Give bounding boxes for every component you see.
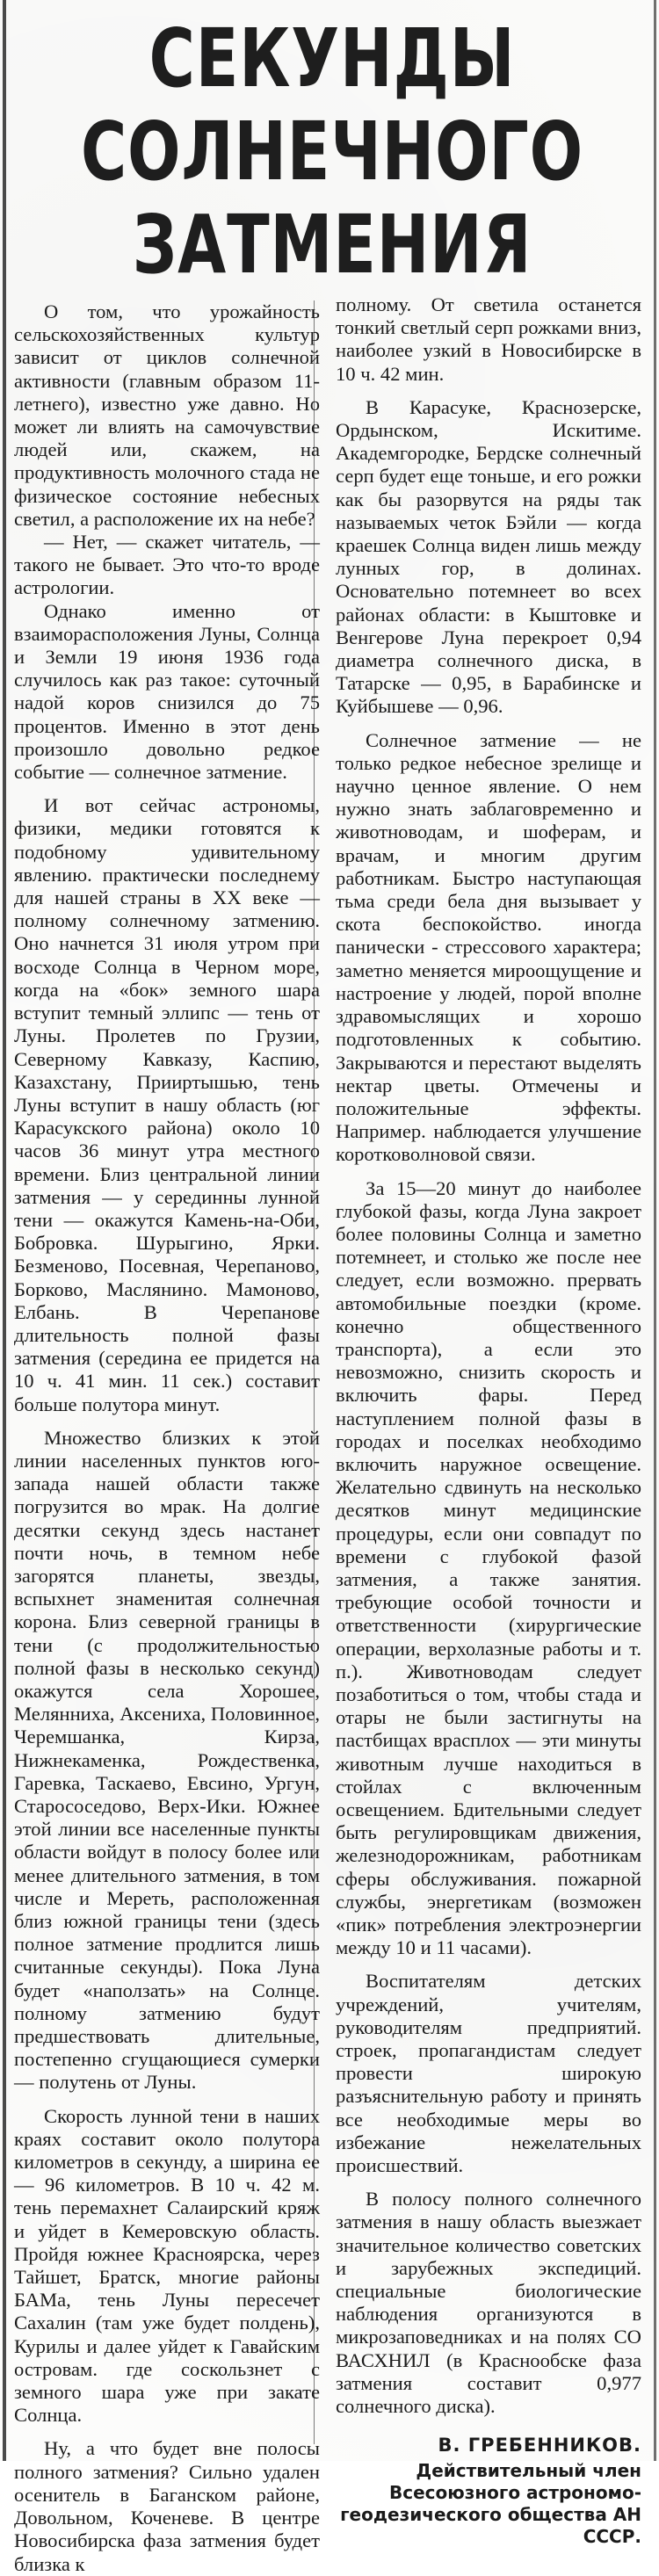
paragraph: — Нет, — скажет читатель, — такого не бывает. Это что-то вроде астрологии.: [14, 531, 320, 599]
paragraph: И вот сейчас астрономы, физики, медики готовятся к подобному удивительному явлению. практически последнему для нашей страны в XX веке — полному солнечному затмению. Оно начнется 31 июля утром при восходе Солнца в Черном море, когда на «бок» земного шара вступит темный эллипс — тень от Луны. Пролетев по Грузии, Северному Кавказу, Каспию, Казахстану, Прииртышью, тень Луны вступит в нашу область (юг Карасукского района) около 10 часов 36 минут утра местного времени. Близ центральной линии затмения — у серединны лунной тени — окажутся Камень-на-Оби, Бобровка. Шурыгино, Ярки. Безменово, Посевная, Черепаново, Борково, Маслянино. Мамоново, Елбань. В Черепанове длительность полной фазы затмения (середина ее придется на 10 ч. 41 мин. 11 сек.) составит больше полутора минут.: [14, 794, 320, 1415]
headline: [25, 12, 640, 292]
paragraph: Воспитателям детских учреждений, учителям, руководителям предприятий. строек, пропагандистам следует провести широкую разъяснительную работу и принять все необходимые меры во избежание нежелательных происшествий.: [336, 1970, 641, 2177]
byline: [336, 2434, 641, 2548]
paragraph: Однако именно от взаиморасположения Луны, Солнца и Земли 19 июня 1936 года случилось как раз такое: суточный надой коров снизился до 75 процентов. Именно в этот день произошло довольно редкое событие — солнечное затмение.: [14, 599, 320, 784]
right-edge-border: [654, 0, 656, 2461]
article-column-right: [336, 293, 641, 2548]
paragraph: За 15—20 минут до наиболее глубокой фазы, когда Луна закроет более половины Солнца и заметно потемнеет, и столько же после нее следует, если возможно. прервать автомобильные поездки (кроме. конечно общественного транспорта), а если это невозможно, снизить скорость и включить фары. Перед наступлением полной фазы в городах и поселках необходимо включить наружное освещение. Желательно сдвинуть на несколько десятков минут медицинские процедуры, если они совпадут по времени с глубокой фазой затмения, а также занятия. требующие особой точности и ответственности (хирургические операции, верхолазные работы и т. п.). Животноводам следует позаботиться о том, чтобы стада и отары не были застигнуты на пастбищах врасплох — эти минуты животным лучше находиться в стойлах с включенным освещением. Бдительными следует быть регулировщикам движения, железнодорожникам, работникам сферы обслуживания. пожарной службы, энергетикам (возможен «пик» потребления электроэнергии между 10 и 11 часами).: [336, 1176, 641, 1959]
headline-line-1: СЕКУНДЫ: [148, 11, 516, 105]
paragraph: Скорость лунной тени в наших краях составит около полутора километров в секунду, а ширина ее — 96 километров. В 10 ч. 42 м. тень перемахнет Салаирский кряж и уйдет в Кемеровскую область. Пройдя южнее Красноярска, через Тайшет, Братск, многие районы БАМа, тень Луны пересечет Сахалин (там уже будет полдень), Курилы и далее уйдет к Гавайским островам. где соскользнет с земного шара уже при закате Солнца.: [14, 2104, 320, 2427]
author-title: Действительный член Всесоюзного астрономо-геодезического общества АН СССР.: [340, 2460, 641, 2548]
left-edge-border: [3, 0, 6, 2461]
paragraph: О том, что урожайность сельскохозяйственных культур зависит от циклов солнечной активности (главным образом 11-летнего), известно уже давно. Но может ли влиять на самочувствие людей или, скажем, на продуктивность молочного стада не физическое состояние небесных светил, а расположение их на небе?: [14, 300, 320, 530]
article-column-left: [14, 300, 320, 2575]
paragraph: Солнечное затмение — не только редкое небесное зрелище и научно ценное явление. О нем нужно знать заблаговременно и животноводам, и шоферам, и врачам, и многим другим работникам. Быстро наступающая тьма среди бела дня вызывает у скота беспокойство. иногда панически - стрессового характера; заметно меняется мироощущение и настроение у людей, порой вполне здравомыслящих и хорошо подготовленных к событию. Закрываются и перестают выделять нектар цветы. Отмечены и положительные эффекты. Например. наблюдается улучшение коротковолновой связи.: [336, 728, 641, 1166]
article-body: [14, 293, 647, 2575]
headline-line-3: ЗАТМЕНИЯ: [132, 198, 532, 292]
headline-line-2: СОЛНЕЧНОГО: [80, 105, 584, 199]
paragraph: Множество близких к этой линии населенных пунктов юго-запада нашей области также погрузится во мрак. На долгие десятки секунд здесь настанет почти ночь, в темном небе загорятся планеты, звезды, вспыхнет знаменитая солнечная корона. Близ северной границы в тени (с продолжительностью полной фазы в несколько секунд) окажутся села Хорошее, Мелянниха, Аксениха, Половинное, Черемшанка, Кирза, Нижнекаменка, Рождественка, Гаревка, Таскаево, Евсино, Ургун, Старососедово, Верх-Ики. Южнее этой линии все населенные пункты области войдут в полосу более или менее длительного затмения, в том числе и Мереть, расположенная близ южной границы тени (здесь полное затмение продлится лишь считанные секунды). Пока Луна будет «наползать» на Солнце. полному затмению будут предшествовать длительные, постепенно сгущающиеся сумерки — полутень от Луны.: [14, 1426, 320, 2094]
paragraph: В полосу полного солнечного затмения в нашу область выезжает значительное количество советских и зарубежных экспедиций. специальные биологические наблюдения организуются в микрозаповедниках и на полях СО ВАСХНИЛ (в Краснообске фаза затмения составит 0,977 солнечного диска).: [336, 2188, 641, 2418]
paragraph: Ну, а что будет вне полосы полного затмения? Сильно удален осенитель в Баганском районе, Довольном, Коченеве. В центре Новосибирска фаза затмения будет близка к: [14, 2437, 320, 2575]
paragraph: В Карасуке, Краснозерске, Ордынском, Искитиме. Академгородке, Бердске солнечный серп будет еще тоньше, и его рожки как бы разорвутся на ряды так называемых четок Бэйли — когда краешек Солнца виден лишь между лунных гор, в долинах. Основательно потемнеет во всех районах области: в Кыштовке и Венгерове Луна перекроет 0,94 диаметра солнечного диска, в Татарске — 0,95, в Барабинске и Куйбышеве — 0,96.: [336, 395, 641, 718]
author-name: В. ГРЕБЕННИКОВ.: [438, 2435, 641, 2457]
paragraph: полному. От светила останется тонкий светлый серп рожками вниз, наиболее узкий в Новосибирске в 10 ч. 42 мин.: [336, 293, 641, 385]
